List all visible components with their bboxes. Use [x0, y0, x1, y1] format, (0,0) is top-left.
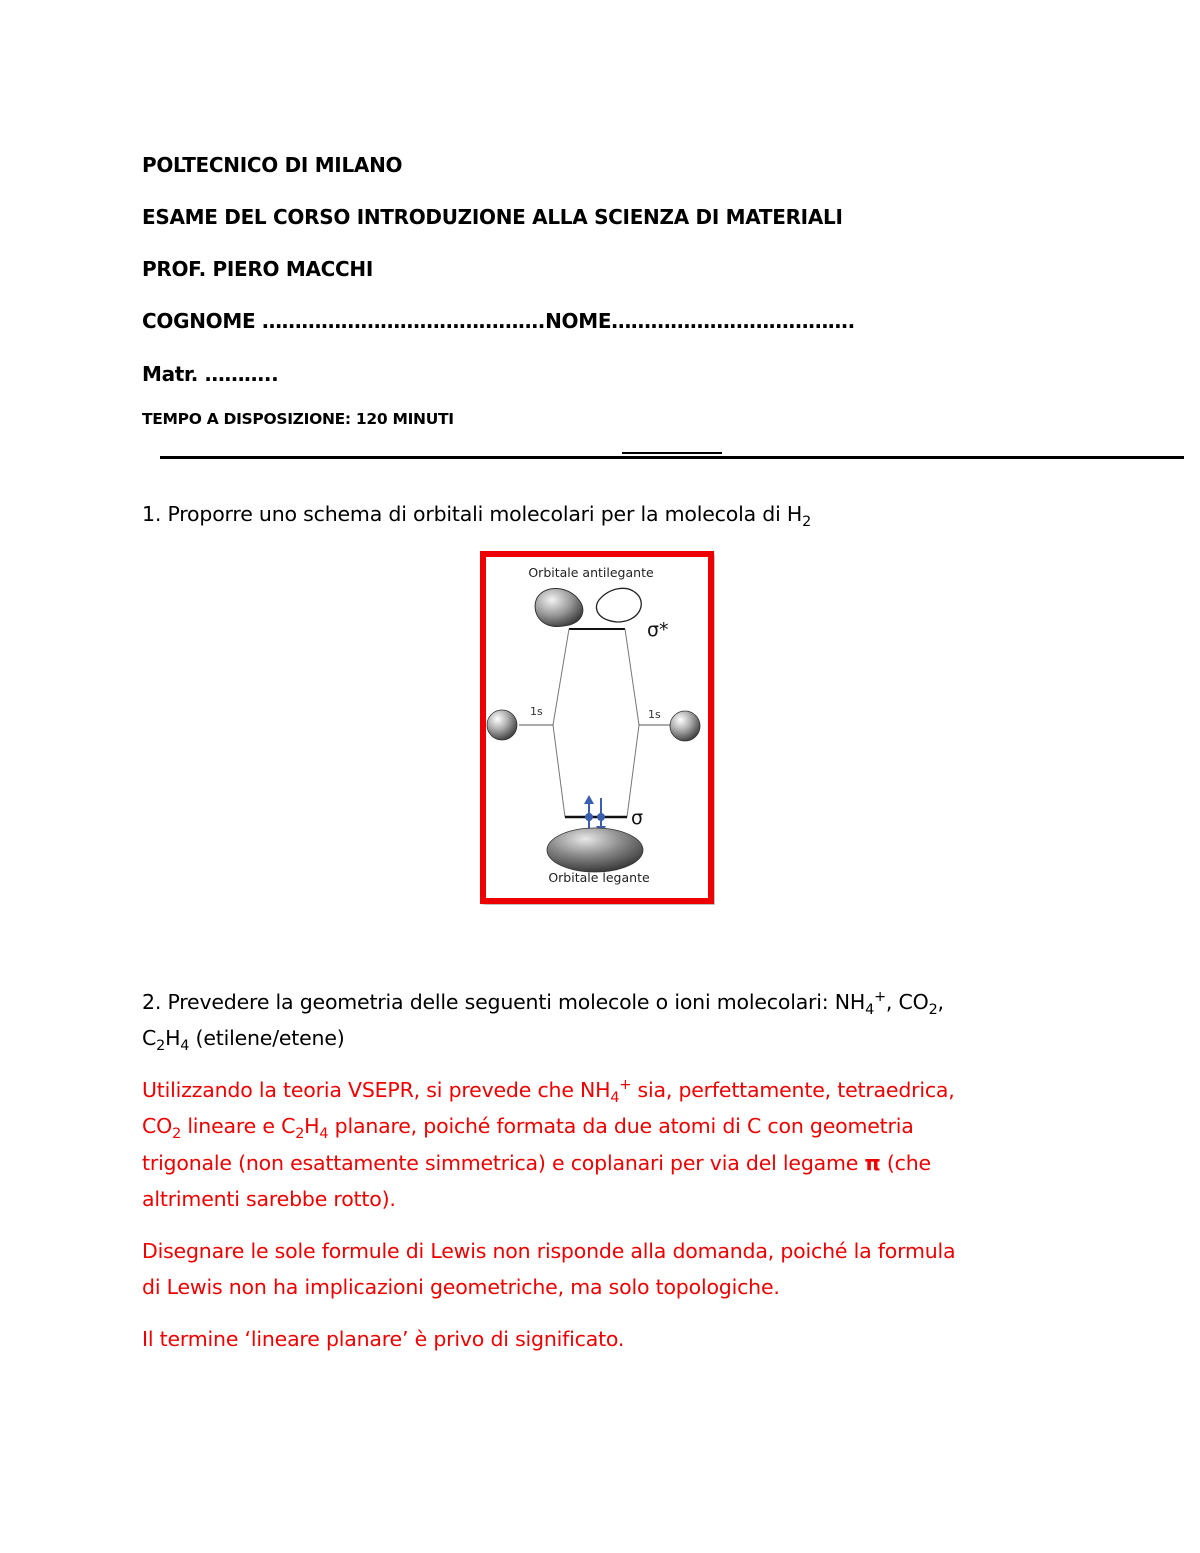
sigma-label: σ — [631, 807, 644, 829]
q2-text: , CO — [885, 990, 929, 1014]
q2-text: 2. Prevedere la geometria delle seguenti molecole o ioni molecolari: NH — [142, 990, 866, 1014]
bonding-label: Orbitale legante — [548, 870, 650, 885]
answer-text: lineare e C — [181, 1114, 296, 1138]
question-1 — [142, 502, 812, 531]
q2-subscript: 2 — [156, 1038, 166, 1055]
q2-text: H — [165, 1026, 181, 1050]
q2-subscript: 4 — [865, 1002, 875, 1019]
answer-superscript: + — [619, 1077, 632, 1094]
question-1-subscript: 2 — [802, 514, 812, 531]
surname-label: COGNOME — [142, 309, 256, 333]
answer-2-line-2: di Lewis non ha implicazioni geometriche, ma solo topologiche. — [142, 1275, 780, 1299]
q2-text: C — [142, 1026, 157, 1050]
answer-text: Utilizzando la teoria VSEPR, si prevede che NH — [142, 1078, 611, 1102]
sigma-star-label: σ* — [647, 619, 669, 641]
professor-name: PROF. PIERO MACCHI — [142, 257, 373, 281]
answer-text: H — [304, 1114, 320, 1138]
bonding-orbital — [547, 828, 643, 872]
surname-field[interactable]: ……………………………………. — [261, 309, 546, 333]
question-2-line-1 — [142, 989, 944, 1019]
question-1-text: 1. Proporre uno schema di orbitali molecolari per la molecola di H — [142, 502, 803, 526]
answer-subscript: 4 — [319, 1126, 329, 1143]
header-divider — [160, 456, 1184, 459]
antibonding-label: Orbitale antilegante — [528, 565, 654, 580]
matr-field[interactable]: ……….. — [204, 362, 279, 386]
answer-text: (che — [880, 1151, 931, 1175]
answer-subscript: 2 — [295, 1126, 305, 1143]
answer-line-2 — [142, 1114, 914, 1143]
q2-text: (etilene/etene) — [189, 1026, 345, 1050]
pi-symbol: π — [864, 1151, 881, 1175]
answer-line-1 — [142, 1077, 955, 1107]
left-h-atom — [487, 710, 517, 740]
answer-line-3 — [142, 1151, 931, 1175]
q2-text: , — [937, 990, 944, 1014]
name-field[interactable]: ………………………………. — [611, 309, 855, 333]
matr-line — [142, 362, 278, 386]
header-divider-accent — [622, 452, 722, 454]
answer-line-4: altrimenti sarebbe rotto). — [142, 1187, 396, 1211]
answer-text: sia, perfettamente, tetraedrica, — [631, 1078, 955, 1102]
left-1s-label: 1s — [530, 705, 543, 718]
q2-superscript: + — [874, 989, 886, 1006]
name-label: NOME — [545, 309, 612, 333]
institution-title: POLTECNICO DI MILANO — [142, 153, 403, 177]
matr-label: Matr. — [142, 362, 199, 386]
name-fields-line — [142, 309, 855, 333]
exam-title: ESAME DEL CORSO INTRODUZIONE ALLA SCIENZA DI MATERIALI — [142, 205, 843, 229]
q2-subscript: 4 — [180, 1038, 190, 1055]
answer-2-line-1: Disegnare le sole formule di Lewis non risponde alla domanda, poiché la formula — [142, 1239, 956, 1263]
time-limit: TEMPO A DISPOSIZIONE: 120 MINUTI — [142, 410, 454, 428]
answer-3: Il termine ‘lineare planare’ è privo di significato. — [142, 1327, 625, 1351]
answer-text: planare, poiché formata da due atomi di C con geometria — [328, 1114, 914, 1138]
question-2-line-2 — [142, 1026, 345, 1055]
answer-subscript: 2 — [172, 1126, 181, 1143]
right-1s-label: 1s — [648, 708, 661, 721]
answer-text: trigonale (non esattamente simmetrica) e coplanari per via del legame — [142, 1151, 865, 1175]
right-h-atom — [670, 711, 700, 741]
answer-text: CO — [142, 1114, 173, 1138]
mo-diagram — [479, 550, 715, 905]
answer-subscript: 4 — [610, 1090, 620, 1107]
q2-subscript: 2 — [928, 1002, 938, 1019]
